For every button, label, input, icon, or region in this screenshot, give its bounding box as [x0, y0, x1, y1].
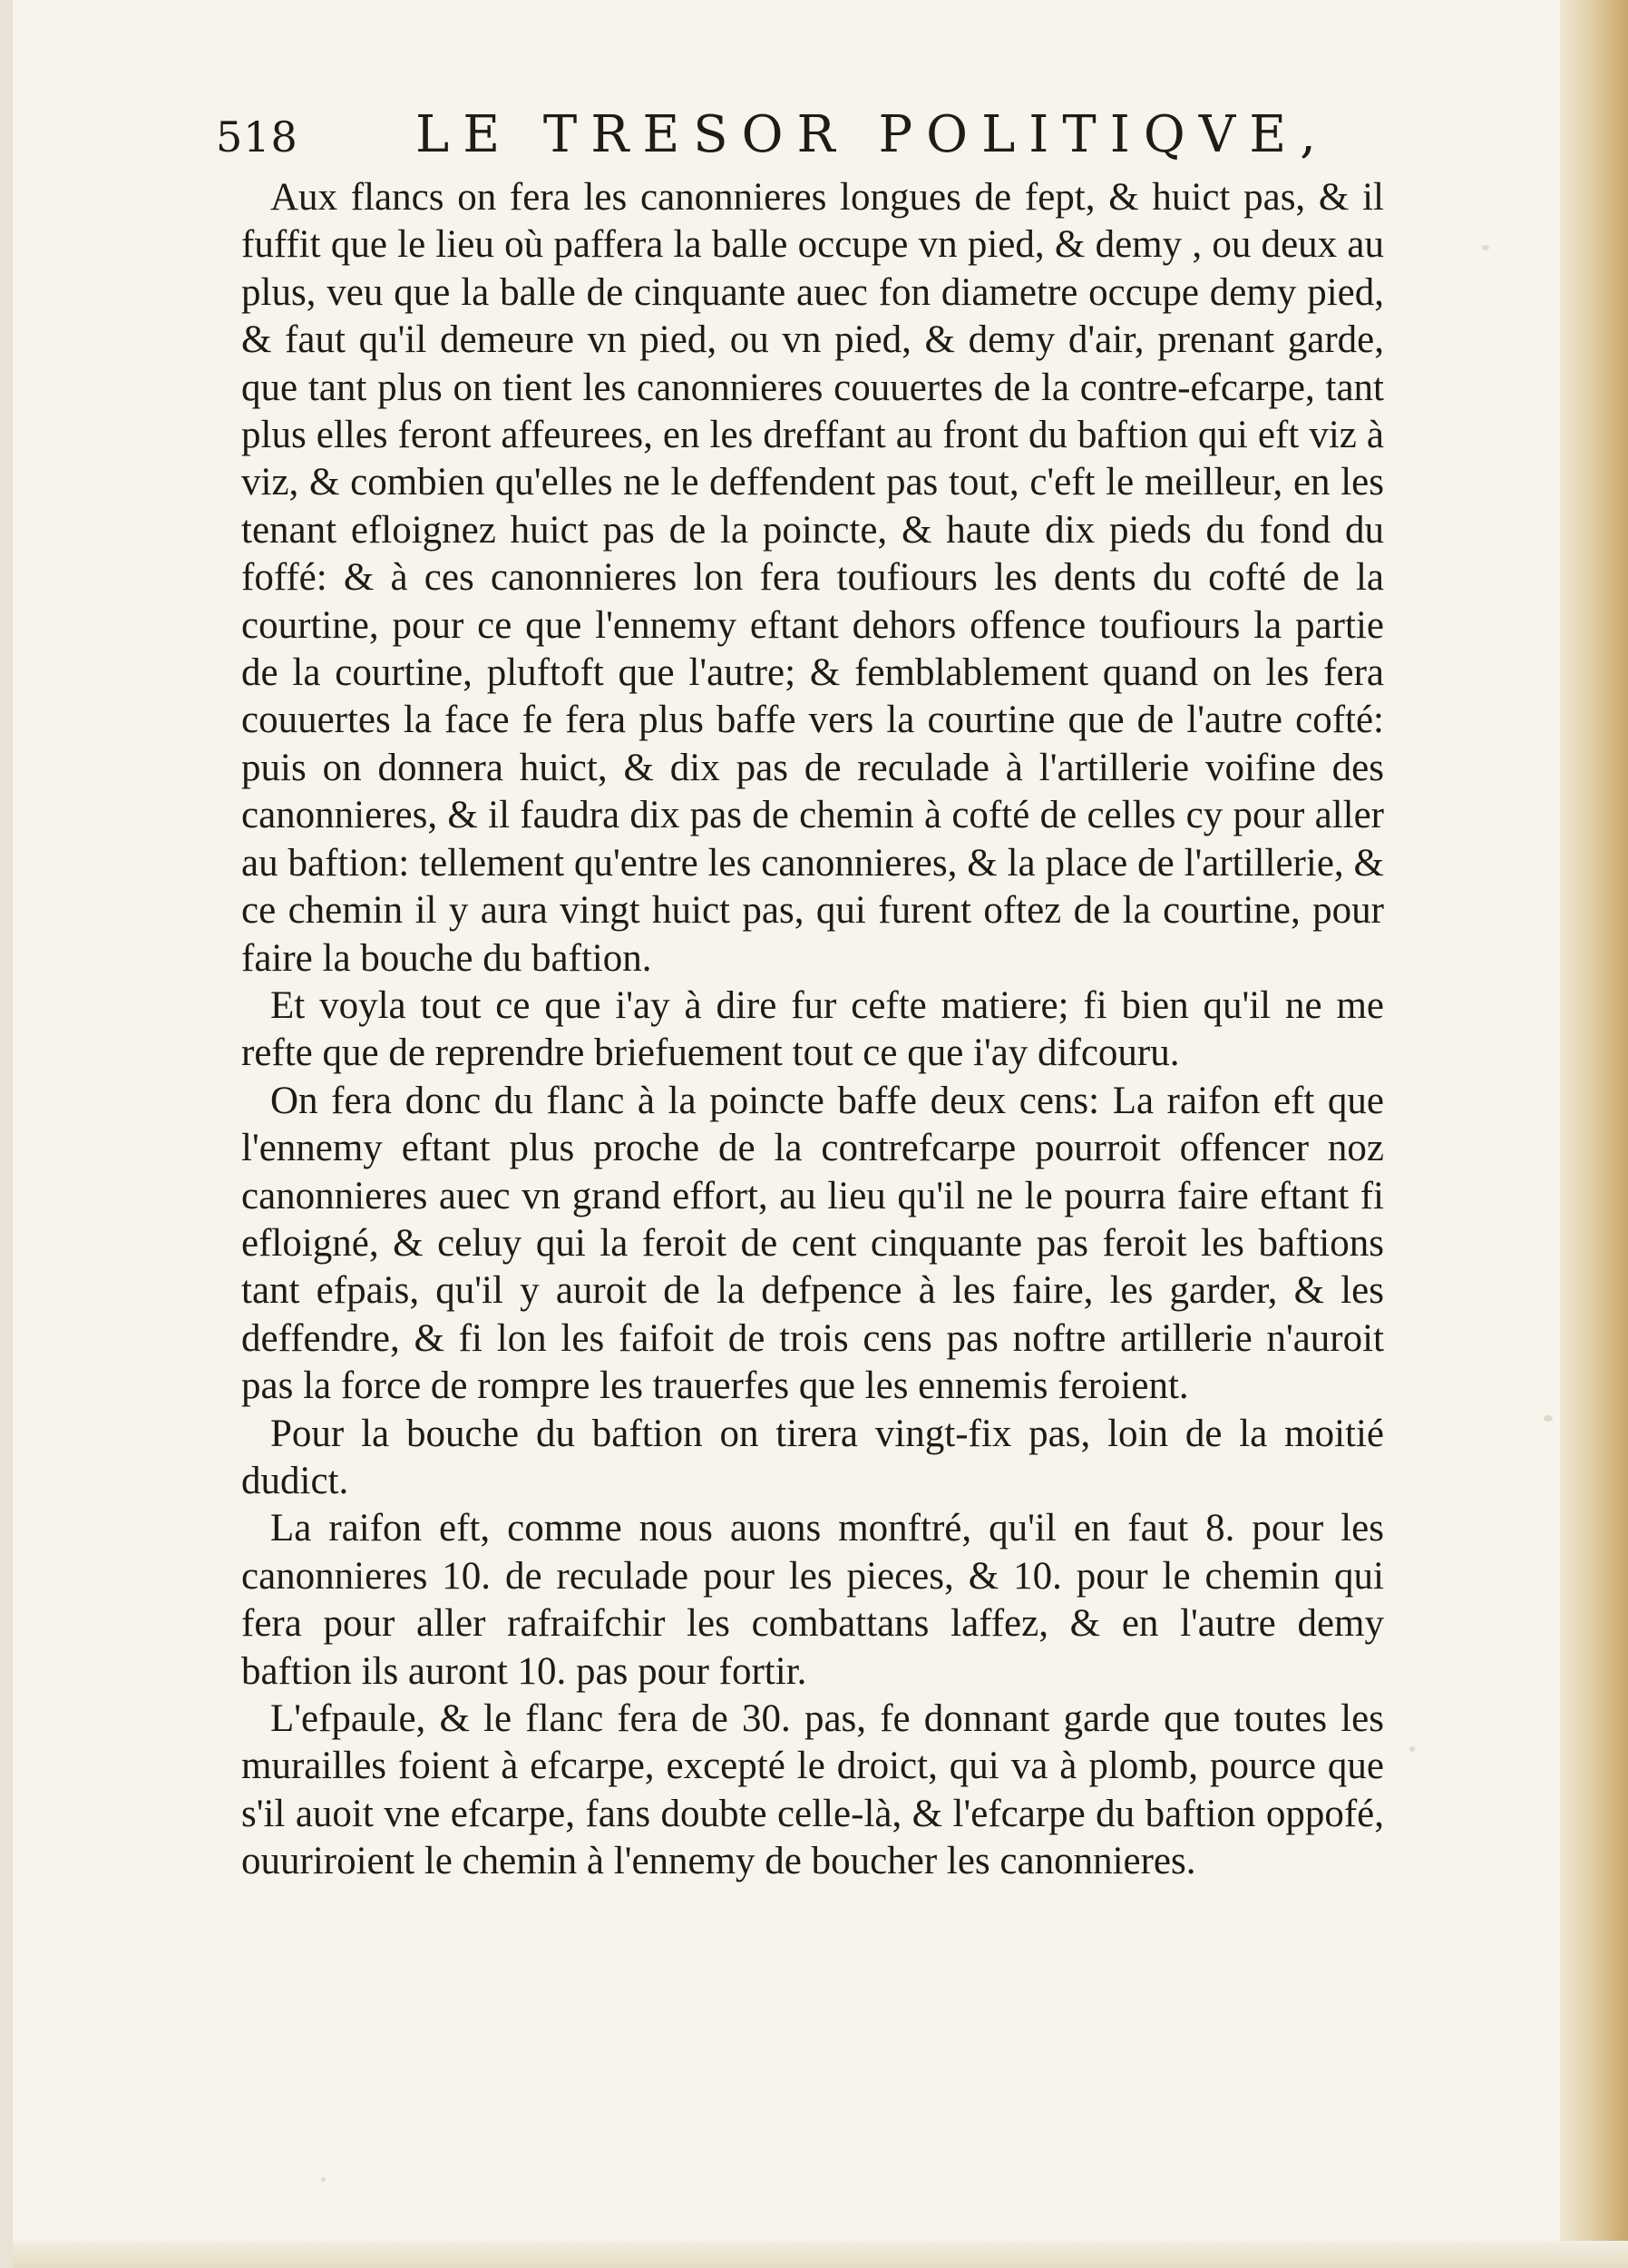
running-title: LE TRESOR POLITIQVE, — [415, 105, 1330, 164]
ink-speck — [1409, 1746, 1415, 1752]
paragraph: La raifon eft, comme nous auons monftré, qu'il en faut 8. pour les canonnieres 10. de reculade pour les pieces, & 10. pour le chemin qui fera pour aller rafraifchir les combattans laffez, & en l'autre demy baftion ils auront 10. pas pour fortir. — [241, 1507, 1384, 1693]
body-text — [241, 174, 1384, 1886]
paragraph: Et voyla tout ce que i'ay à dire fur cefte matiere; fi bien qu'il ne me refte que de reprendre briefuement tout ce que i'ay difcouru. — [241, 983, 1384, 1075]
ink-speck — [1544, 1415, 1553, 1422]
paragraph: On fera donc du flanc à la poincte baffe deux cens: La raifon eft que l'ennemy eftant plus proche de la contrefcarpe pourroit offencer noz canonnieres auec vn grand effort, au lieu qu'il ne le pourra faire eftant fi efloigné, & celuy qui la feroit de cent cinquante pas feroit les baftions tant efpais, qu'il y auroit de la defpence à les faire, les garder, & les deffendre, & fi lon les faifoit de trois cens pas noftre artillerie n'auroit pas la force de rompre les trauerfes que les ennemis feroient. — [241, 1079, 1384, 1408]
page-bottom-edge — [13, 2241, 1628, 2268]
paragraph: L'efpaule, & le flanc fera de 30. pas, fe donnant garde que toutes les murailles foient à efcarpe, excepté le droict, qui va à plomb, pource que s'il auoit vne efcarpe, fans doubte celle-là, & l'efcarpe du baftion oppofé, ouuriroient le chemin à l'ennemy de boucher les canonnieres. — [241, 1697, 1384, 1883]
paragraph: Aux flancs on fera les canonnieres longues de fept, & huict pas, & il fuffit que le lieu où paffera la balle occupe vn pied, & demy , ou deux au plus, veu que la balle de cinquante auec fon diametre occupe demy pied, & faut qu'il demeure vn pied, ou vn pied, & demy d'air, prenant garde, que tant plus on tient les canonnieres couuertes de la contre-efcarpe, tant plus elles feront affeurees, en les dreffant au front du baftion qui eft viz à viz, & combien qu'elles ne le deffendent pas tout, c'eft le meilleur, en les tenant efloignez huict pas de la poincte, & haute dix pieds du fond du foffé: & à ces canonnieres lon fera toufiours les dents du cofté de la courtine, pour ce que l'ennemy eftant dehors offence toufiours la partie de la courtine, pluftoft que l'autre; & femblablement quand on les fera couuertes la face fe fera plus baffe vers la courtine que de l'autre cofté: puis on donnera huict, & dix pas de reculade à l'artillerie voifine des canonnieres, & il faudra dix pas de chemin à cofté de celles cy pour aller au baftion: tellement qu'entre les canonnieres, & la place de l'artillerie, & ce chemin il y aura vingt huict pas, qui furent oftez de la courtine, pour faire la bouche du baftion. — [241, 176, 1384, 980]
ink-speck — [1482, 245, 1489, 250]
ink-speck — [321, 2177, 326, 2182]
page-number: 518 — [216, 112, 298, 161]
paragraph: Pour la bouche du baftion on tirera vingt-fix pas, loin de la moitié dudict. — [241, 1412, 1384, 1502]
page-header — [216, 102, 1395, 165]
page-binding-edge — [1560, 0, 1628, 2268]
